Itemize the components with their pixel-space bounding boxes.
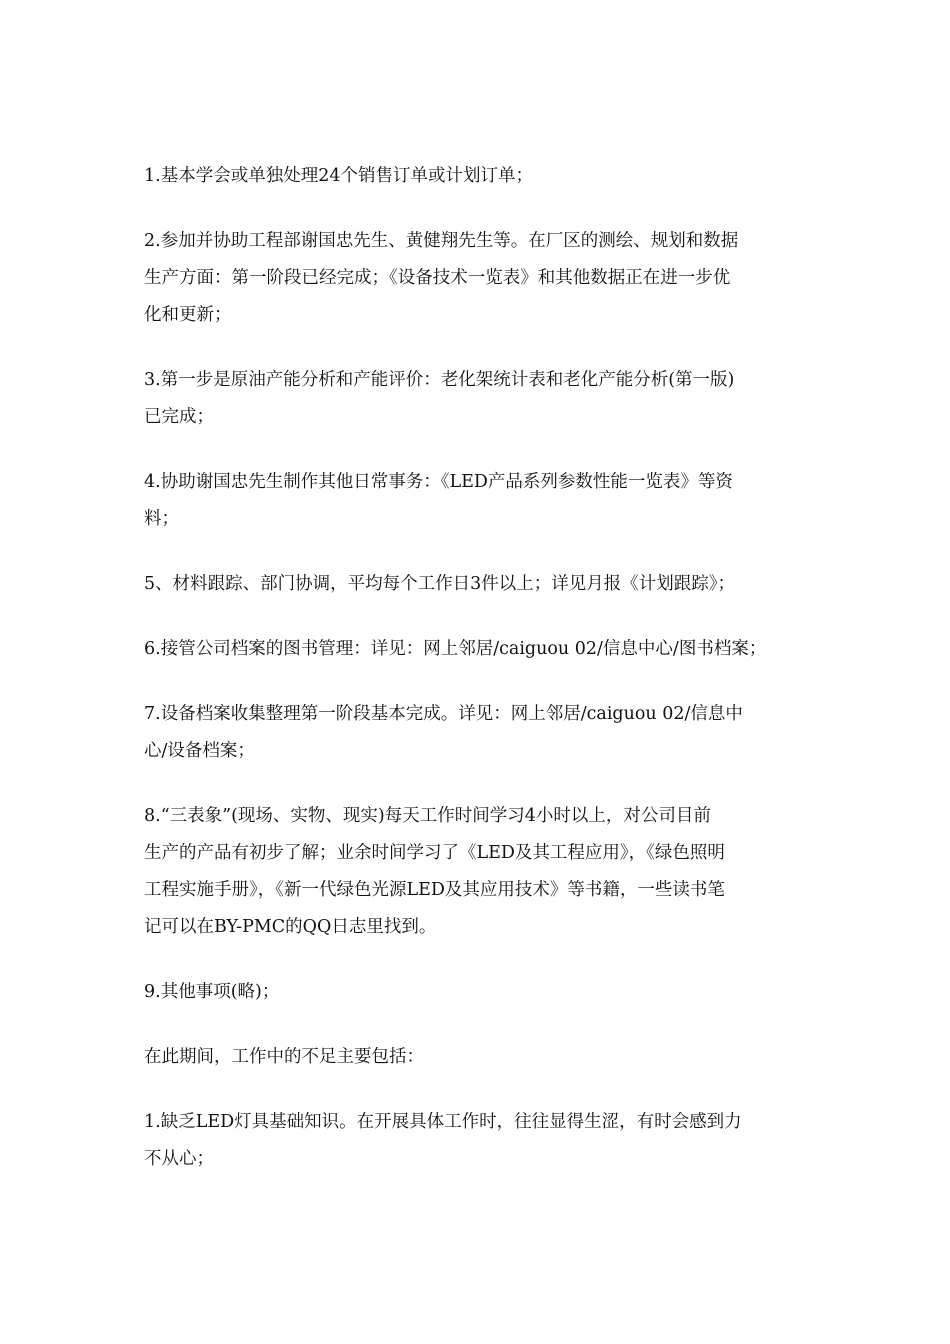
paragraph-1 — [144, 158, 820, 195]
text-line: 6.接管公司档案的图书管理：详见：网上邻居/caiguou 02/信息中心/图书档案； — [144, 639, 767, 659]
text-line: 工程实施手册》，《新一代绿色光源LED及其应用技术》等书籍，一些读书笔 — [144, 880, 725, 900]
text-line: 1.基本学会或单独处理24个销售订单或计划订单； — [144, 166, 533, 186]
paragraph-6 — [144, 631, 820, 668]
text-line: 1.缺乏LED灯具基础知识。在开展具体工作时，往往显得生涩，有时会感到力 — [144, 1112, 742, 1132]
text-line: 料； — [144, 509, 179, 529]
text-line: 5、材料跟踪、部门协调，平均每个工作日3件以上；详见月报《计划跟踪》； — [144, 574, 736, 594]
paragraph-7 — [144, 696, 820, 770]
paragraph-8 — [144, 798, 820, 946]
paragraph-10 — [144, 1039, 820, 1076]
text-line: 不从心； — [144, 1149, 214, 1169]
text-line: 生产方面：第一阶段已经完成；《设备技术一览表》和其他数据正在进一步优 — [144, 268, 731, 288]
text-line: 化和更新； — [144, 305, 232, 325]
text-line: 心/设备档案； — [144, 741, 255, 761]
text-line: 生产的产品有初步了解；业余时间学习了《LED及其工程应用》，《绿色照明 — [144, 843, 725, 863]
paragraph-4 — [144, 464, 820, 538]
text-line: 记可以在BY-PMC的QQ日志里找到。 — [144, 917, 437, 937]
paragraph-11 — [144, 1104, 820, 1178]
text-line: 2.参加并协助工程部谢国忠先生、黄健翔先生等。在厂区的测绘、规划和数据 — [144, 231, 739, 251]
paragraph-3 — [144, 362, 820, 436]
text-line: 已完成； — [144, 407, 214, 427]
text-line: 4.协助谢国忠先生制作其他日常事务：《LED产品系列参数性能一览表》等资 — [144, 472, 733, 492]
text-line: 3.第一步是原油产能分析和产能评价：老化架统计表和老化产能分析(第一版) — [144, 370, 735, 390]
text-line: 7.设备档案收集整理第一阶段基本完成。详见：网上邻居/caiguou 02/信息中 — [144, 704, 743, 724]
text-line: 9.其他事项(略)； — [144, 982, 280, 1002]
document-body — [144, 158, 820, 1206]
paragraph-5 — [144, 566, 820, 603]
text-line: 在此期间，工作中的不足主要包括： — [144, 1047, 424, 1067]
paragraph-9 — [144, 974, 820, 1011]
text-line: 8.“三表象”(现场、实物、现实)每天工作时间学习4小时以上，对公司目前 — [144, 806, 711, 826]
paragraph-2 — [144, 223, 820, 334]
